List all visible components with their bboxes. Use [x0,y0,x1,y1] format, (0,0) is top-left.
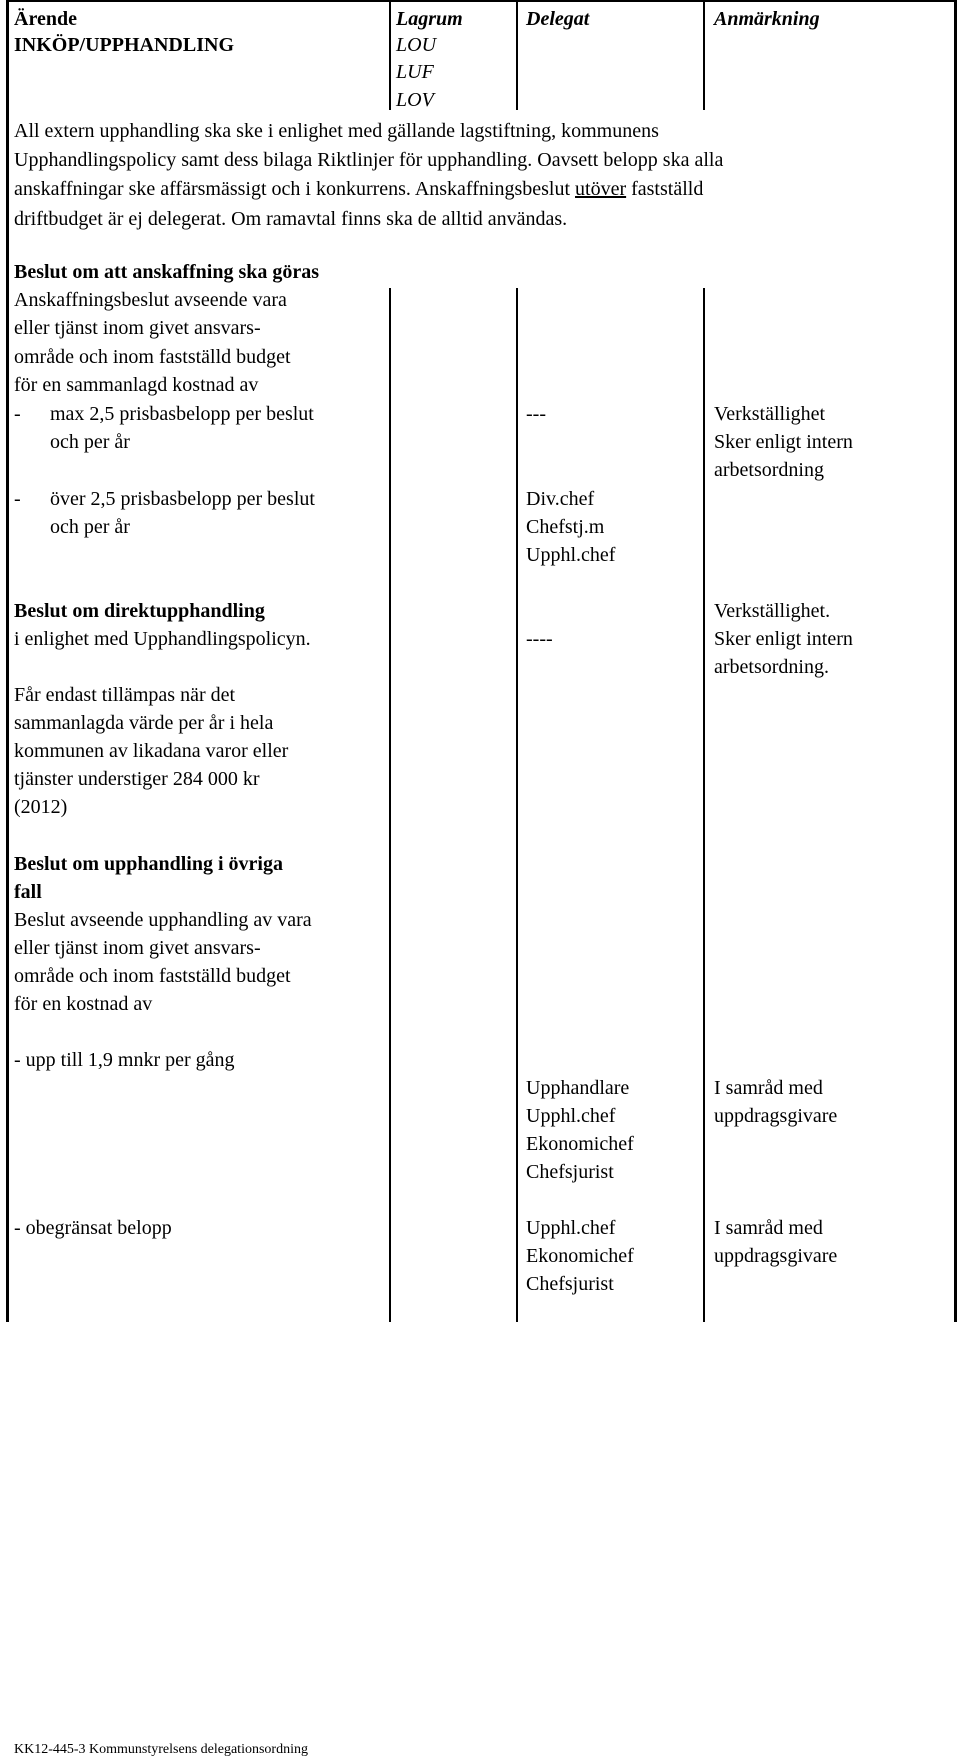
sec3-line-4: för en kostnad av [14,993,153,1015]
table-top-border [6,0,957,2]
sec2-note-3: arbetsordning. [714,656,829,678]
intro-line-1: All extern upphandling ska ske i enlighet med gällande lagstiftning, kommunens [14,120,659,142]
sec1-line-1: Anskaffningsbeslut avseende vara [14,289,287,311]
sec3-item2-note-1: I samråd med [714,1217,823,1239]
arende-header: Ärende [14,8,77,30]
sec1-item2-delegat-3: Upphl.chef [526,544,616,566]
sec2-delegat: ---- [526,628,553,650]
sec3-item2-note-2: uppdragsgivare [714,1245,838,1267]
sec1-item2-delegat-2: Chefstj.m [526,516,605,538]
sec2-body-4: tjänster understiger 284 000 kr [14,768,260,790]
column-divider-1 [389,2,391,110]
column-divider-3b [703,288,705,1322]
sec2-note-2: Sker enligt intern [714,628,853,650]
column-divider-1b [389,288,391,1322]
sec1-item1-delegat: --- [526,403,546,425]
sec1-item1-note-2: Sker enligt intern [714,431,853,453]
page-footer: KK12-445-3 Kommunstyrelsens delegationsordning [14,1742,308,1757]
sec3-item1-delegat-1: Upphandlare [526,1077,630,1099]
sec3-line-3: område och inom fastställd budget [14,965,291,987]
intro-line-3-start: anskaffningar ske affärsmässigt och i konkurrens. Anskaffningsbeslut [14,178,571,200]
sec1-item2-delegat-1: Div.chef [526,488,595,510]
sec2-body-1: Får endast tillämpas när det [14,684,236,706]
lagrum-lou: LOU [396,34,437,56]
delegat-header: Delegat [526,8,590,30]
sec1-item2-dash: - [14,488,21,510]
sec3-item1-delegat-4: Chefsjurist [526,1161,614,1183]
sec2-heading: Beslut om direktupphandling [14,600,265,622]
intro-line-2: Upphandlingspolicy samt dess bilaga Riktlinjer för upphandling. Oavsett belopp ska alla [14,149,724,171]
column-divider-3 [703,2,705,110]
sec2-body-2: sammanlagda värde per år i hela [14,712,274,734]
sec3-item2: - obegränsat belopp [14,1217,172,1239]
sec3-item1: - upp till 1,9 mnkr per gång [14,1049,235,1071]
sec2-body-3: kommunen av likadana varor eller [14,740,289,762]
sec1-item1-line-1: max 2,5 prisbasbelopp per beslut [50,403,314,425]
sec3-item1-delegat-3: Ekonomichef [526,1133,634,1155]
sec3-item2-delegat-1: Upphl.chef [526,1217,616,1239]
lagrum-lov: LOV [396,89,434,111]
sec1-item2-line-2: och per år [50,516,130,538]
sec3-line-2: eller tjänst inom givet ansvars- [14,937,261,959]
sec1-line-4: för en sammanlagd kostnad av [14,374,259,396]
intro-line-4: driftbudget är ej delegerat. Om ramavtal finns ska de alltid användas. [14,208,568,230]
sec3-line-1: Beslut avseende upphandling av vara [14,909,312,931]
sec1-item2-line-1: över 2,5 prisbasbelopp per beslut [50,488,315,510]
sec3-heading-2: fall [14,881,42,903]
table-left-border [6,0,9,1322]
sec1-item1-note-3: arbetsordning [714,459,824,481]
sec1-line-3: område och inom fastställd budget [14,346,291,368]
sec1-item1-note-1: Verkställighet [714,403,826,425]
intro-line-3 [14,179,703,199]
sec3-item1-delegat-2: Upphl.chef [526,1105,616,1127]
section-title: INKÖP/UPPHANDLING [14,34,234,56]
sec1-item1-dash: - [14,403,21,425]
sec2-note-1: Verkställighet. [714,600,831,622]
sec3-item1-note-1: I samråd med [714,1077,823,1099]
anmarkning-header: Anmärkning [714,8,820,30]
column-divider-2 [516,2,518,110]
intro-line-3-end: fastställd [631,178,704,200]
sec1-heading: Beslut om att anskaffning ska göras [14,261,320,283]
sec2-body-5: (2012) [14,796,68,818]
sec3-heading-1: Beslut om upphandling i övriga [14,853,283,875]
sec1-item1-line-2: och per år [50,431,130,453]
table-right-border [954,0,957,1322]
lagrum-luf: LUF [396,61,434,83]
intro-underlined-word: utöver [575,178,627,200]
sec3-item2-delegat-3: Chefsjurist [526,1273,614,1295]
sec3-item1-note-2: uppdragsgivare [714,1105,838,1127]
sec2-line-1: i enlighet med Upphandlingspolicyn. [14,628,311,650]
column-divider-2b [516,288,518,1322]
sec1-line-2: eller tjänst inom givet ansvars- [14,317,261,339]
lagrum-header: Lagrum [396,8,463,30]
sec3-item2-delegat-2: Ekonomichef [526,1245,634,1267]
